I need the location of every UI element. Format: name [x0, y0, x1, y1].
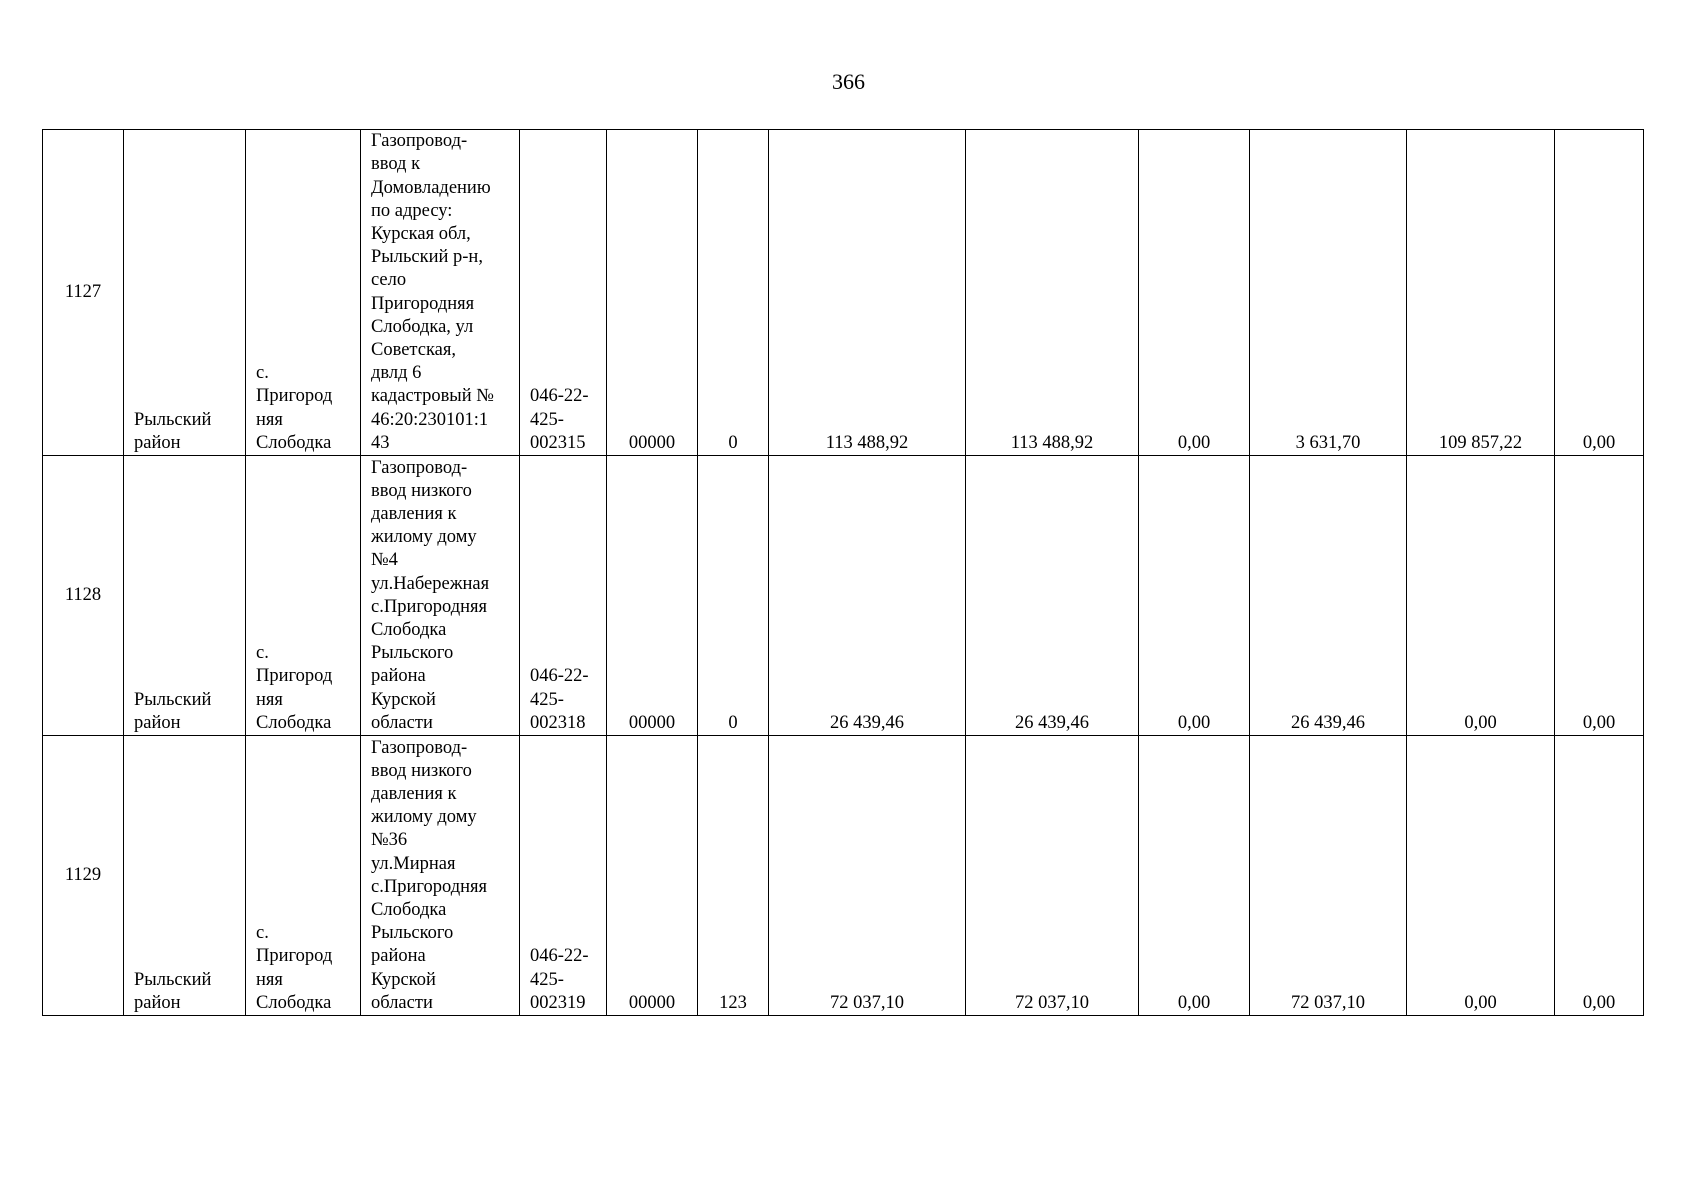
amount-cell-3: 0,00	[1139, 456, 1250, 736]
description-text: Газопровод- ввод низкого давления к жилому дому №4 ул.Набережная с.Пригородняя Слободка Рыльского района Курской области	[371, 457, 490, 733]
code-cell: 00000	[607, 130, 698, 456]
locality-cell	[246, 736, 361, 1016]
amount-cell-3: 0,00	[1139, 130, 1250, 456]
table-row	[43, 456, 1644, 736]
amount-cell-4: 26 439,46	[1250, 456, 1407, 736]
amount-cell-5: 0,00	[1407, 456, 1555, 736]
inventory-cell	[520, 130, 607, 456]
description-cell	[361, 456, 520, 736]
inventory-cell	[520, 456, 607, 736]
district-text: Рыльский район	[134, 689, 212, 733]
district-cell	[124, 130, 246, 456]
inventory-text: 046-22- 425- 002315	[530, 386, 589, 453]
description-text: Газопровод- ввод низкого давления к жилому дому №36 ул.Мирная с.Пригородняя Слободка Рыльского района Курской области	[371, 737, 488, 1013]
amount-cell-2: 113 488,92	[966, 130, 1139, 456]
inventory-text: 046-22- 425- 002318	[530, 666, 589, 733]
row-number: 1127	[43, 130, 124, 456]
registry-table	[42, 129, 1644, 1016]
amount-cell-2: 26 439,46	[966, 456, 1139, 736]
inventory-text: 046-22- 425- 002319	[530, 946, 589, 1013]
row-number: 1128	[43, 456, 124, 736]
locality-text: с. Пригород няя Слободка	[256, 923, 333, 1013]
code-cell: 00000	[607, 456, 698, 736]
amount-cell-6: 0,00	[1555, 456, 1644, 736]
locality-cell	[246, 130, 361, 456]
amount-cell-6: 0,00	[1555, 736, 1644, 1016]
locality-text: с. Пригород няя Слободка	[256, 643, 333, 733]
amount-cell-5: 0,00	[1407, 736, 1555, 1016]
district-cell	[124, 456, 246, 736]
qty-cell: 0	[698, 456, 769, 736]
description-text: Газопровод- ввод к Домовладению по адресу: Курская обл, Рыльский р-н, село Пригородняя Слободка, ул Советская, двлд 6 кадастровый № 46:20:230101:1 43	[371, 131, 494, 453]
locality-cell	[246, 456, 361, 736]
row-number: 1129	[43, 736, 124, 1016]
description-cell	[361, 736, 520, 1016]
amount-cell-6: 0,00	[1555, 130, 1644, 456]
amount-cell-5: 109 857,22	[1407, 130, 1555, 456]
description-cell	[361, 130, 520, 456]
district-text: Рыльский район	[134, 409, 212, 453]
amount-cell-4: 72 037,10	[1250, 736, 1407, 1016]
amount-cell-1: 26 439,46	[769, 456, 966, 736]
district-cell	[124, 736, 246, 1016]
inventory-cell	[520, 736, 607, 1016]
page-number: 366	[832, 69, 865, 94]
amount-cell-3: 0,00	[1139, 736, 1250, 1016]
code-cell: 00000	[607, 736, 698, 1016]
district-text: Рыльский район	[134, 969, 212, 1013]
amount-cell-1: 113 488,92	[769, 130, 966, 456]
locality-text: с. Пригород няя Слободка	[256, 363, 333, 453]
amount-cell-4: 3 631,70	[1250, 130, 1407, 456]
table-row	[43, 130, 1644, 456]
amount-cell-2: 72 037,10	[966, 736, 1139, 1016]
amount-cell-1: 72 037,10	[769, 736, 966, 1016]
table-row	[43, 736, 1644, 1016]
qty-cell: 123	[698, 736, 769, 1016]
qty-cell: 0	[698, 130, 769, 456]
